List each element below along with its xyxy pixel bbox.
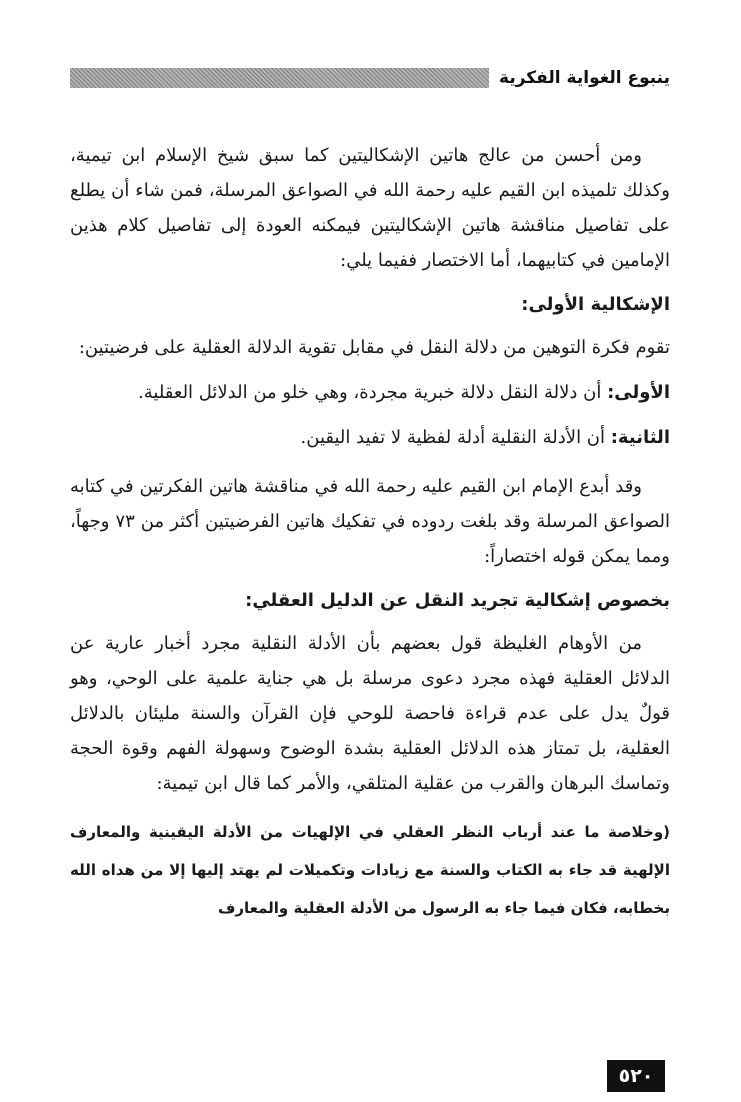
premise-first-text: أن دلالة النقل دلالة خبرية مجردة، وهي خلو من الدلائل العقلية. <box>138 382 608 403</box>
running-header <box>70 66 670 90</box>
premise-second <box>70 420 670 455</box>
ibn-taymiyyah-quote: (وخلاصة ما عند أرباب النظر العقلي في الإلهيات من الأدلة اليقينية والمعارف الإلهية قد جاء به الكتاب والسنة مع زيادات وتكميلات لم يهتد إليها إلا من هداه الله بخطابه، فكان فيما جاء به الرسول من الأدلة العقلية والمعارف <box>70 823 670 917</box>
section2-paragraph: من الأوهام الغليظة قول بعضهم بأن الأدلة النقلية مجرد أخبار عارية عن الدلائل العقلية فهذه مجرد دعوى مرسلة بل هي جناية علمية على الوحي، وهو قولٌ يدل على عدم قراءة فاحصة للوحي فإن القرآن والسنة مليئان بالدلائل العقلية، بل تمتاز هذه الدلائل العقلية بشدة الوضوح وسهولة الفهم وقوة الحجة وتماسك البرهان والقرب من عقلية المتلقي، والأمر كما قال ابن تيمية: <box>70 633 670 794</box>
page-body <box>70 138 670 927</box>
section1-paragraph: وقد أبدع الإمام ابن القيم عليه رحمة الله في مناقشة هاتين الفكرتين في كتابه الصواعق المرسلة وقد بلغت ردوده في تفكيك هاتين الفرضيتين أكثر من ٧٣ وجهاً، ومما يمكن قوله اختصاراً: <box>70 476 671 567</box>
section1-heading: الإشكالية الأولى: <box>521 294 670 315</box>
section1-intro: تقوم فكرة التوهين من دلالة النقل في مقابل تقوية الدلالة العقلية على فرضيتين: <box>78 337 670 358</box>
premise-first-label: الأولى: <box>607 382 670 403</box>
section2-heading: بخصوص إشكالية تجريد النقل عن الدليل العقلي: <box>245 590 670 611</box>
intro-paragraph: ومن أحسن من عالج هاتين الإشكاليتين كما سبق شيخ الإسلام ابن تيمية، وكذلك تلميذه ابن القيم عليه رحمة الله في الصواعق المرسلة، فمن شاء أن يطلع على تفاصيل مناقشة هاتين الإشكاليتين فيمكنه العودة إلى تفاصيل كلام هذين الإمامين في كتابيهما، أما الاختصار ففيما يلي: <box>70 145 670 271</box>
premise-first <box>70 375 670 410</box>
page-number: ٥٢٠ <box>607 1060 665 1092</box>
premise-second-text: أن الأدلة النقلية أدلة لفظية لا تفيد اليقين. <box>300 427 611 448</box>
header-title: ينبوع الغواية الفكرية <box>499 68 670 88</box>
header-decorative-band <box>70 68 489 88</box>
premise-second-label: الثانية: <box>610 427 670 448</box>
